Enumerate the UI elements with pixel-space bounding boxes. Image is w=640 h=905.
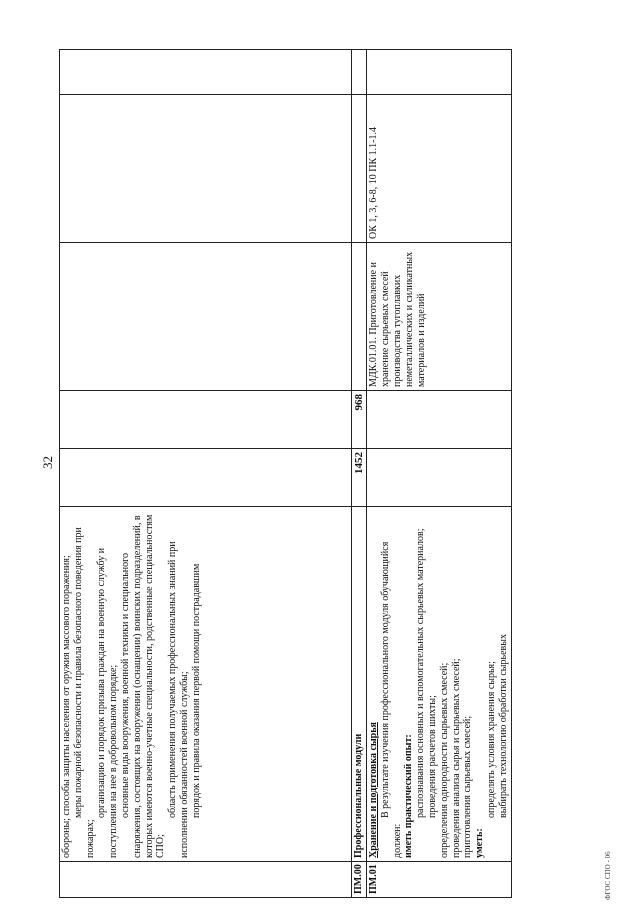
page-number: 32	[40, 456, 55, 469]
required-hours-cell	[367, 391, 512, 449]
content-line: определять условия хранения сырья;	[485, 661, 497, 818]
curriculum-table	[59, 49, 512, 898]
discipline-cell	[352, 243, 367, 391]
module-code-cell: ПМ.01	[367, 862, 512, 898]
discipline-cell: МДК.01.01. Приготовление и хранение сырьевых смесей производства тугоплавких неметаллических и силикатных материалов и изделий	[367, 243, 512, 391]
content-subheading: иметь практический опыт:	[403, 734, 415, 858]
max-hours-cell	[60, 449, 352, 507]
content-line: распознавания основных и вспомогательных сырьевых материалов;	[415, 528, 427, 818]
content-line: меры пожарной безопасности и правила безопасного поведения при пожарах;	[72, 527, 96, 858]
required-hours-cell: 968	[352, 391, 367, 449]
content-line: обороны; способы защиты населения от оружия массового поражения;	[61, 555, 72, 858]
content-line: приготовления сырьевых смесей;	[462, 715, 474, 858]
table-row	[60, 50, 352, 898]
content-line: определения однородности сырьевых смесей;	[438, 662, 450, 858]
content-line: В результате изучения профессионального модуля обучающийся должен:	[379, 541, 403, 858]
discipline-cell	[60, 243, 352, 391]
competency-cell	[352, 95, 367, 243]
empty-cell	[60, 50, 352, 95]
max-hours-cell: 1452	[352, 449, 367, 507]
content-subheading: уметь:	[474, 828, 486, 858]
competency-cell: ОК 1, 3, 6-8, 10 ПК 1.1-1.4	[367, 95, 512, 243]
empty-cell	[352, 50, 367, 95]
content-line: организацию и порядок призыва граждан на военную службу и поступления на нее в добровольном порядке;	[96, 547, 120, 858]
required-hours-cell	[60, 391, 352, 449]
content-cell	[60, 507, 352, 862]
competency-cell	[60, 95, 352, 243]
content-line: основные виды вооружения, военной техники и специального снаряжения, состоящих на вооружении (оснащении) воинских подразделений, в которых имеются военно-учетные специальности, родственные специальностям СПО;	[119, 514, 167, 858]
content-cell	[367, 507, 512, 862]
content-line: проведения расчетов шихты;	[426, 695, 438, 818]
table-row	[352, 50, 367, 898]
content-line: проведения анализа сырья и сырьевых смесей;	[450, 658, 462, 858]
module-heading: Хранение и подготовка сырья	[368, 722, 379, 858]
empty-cell	[367, 50, 512, 95]
footer-code: ФГОС СПО - 06	[604, 851, 612, 900]
content-line: порядок и правила оказания первой помощи пострадавшим	[190, 563, 202, 818]
table-row	[367, 50, 512, 898]
section-title-cell: Профессиональные модули	[352, 507, 367, 862]
module-code-cell: ПМ.00	[352, 862, 367, 898]
content-line: область применения получаемых профессиональных знаний при исполнении обязанностей военной службы;	[167, 541, 190, 858]
module-code-cell	[60, 862, 352, 898]
content-line: выбирать технологию обработки сырьевых	[497, 634, 509, 818]
max-hours-cell	[367, 449, 512, 507]
